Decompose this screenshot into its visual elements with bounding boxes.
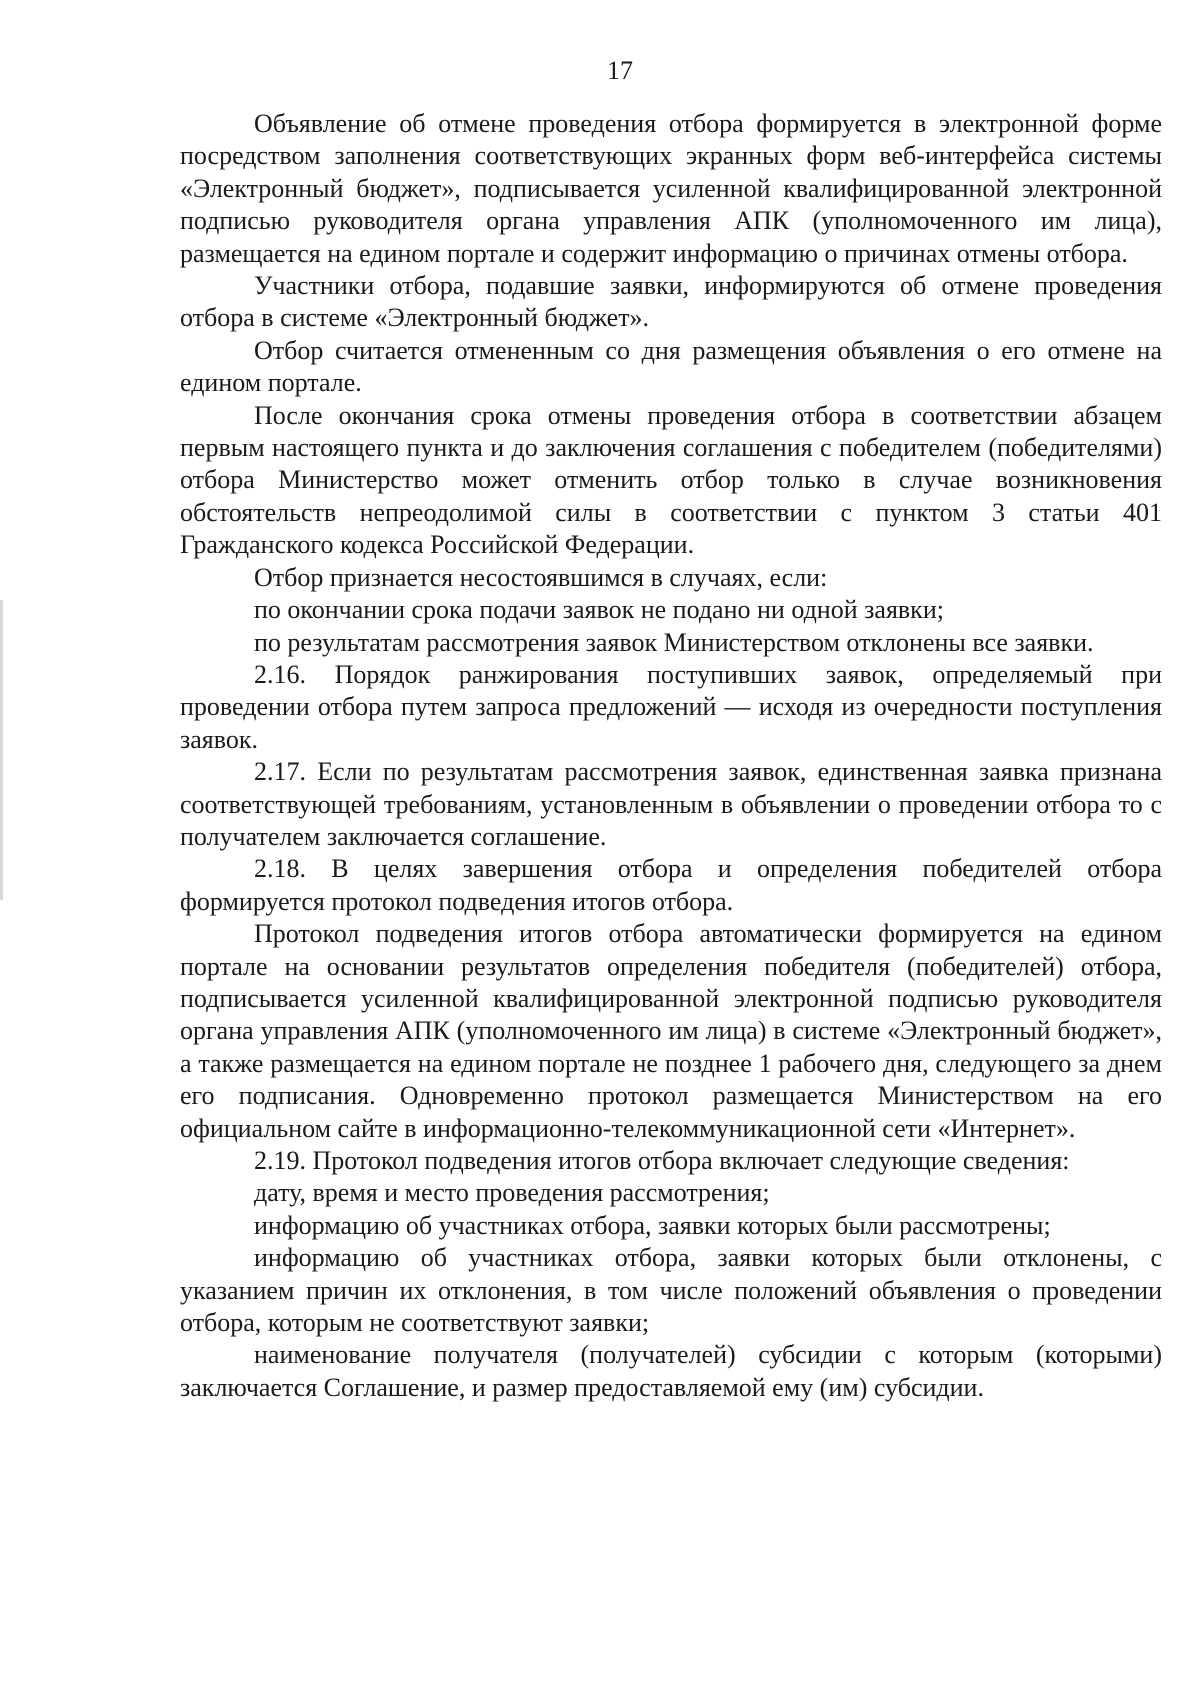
paragraph-cancellation-announcement: Объявление об отмене проведения отбора формируется в электронной форме посредством заполнения соответствующих экранных форм веб-интерфейса системы «Электронный бюджет», подписывается усиленной квалифицированной электронной подписью руководителя органа управления АПК (уполномоченного им лица), размещается на едином портале и содержит информацию о причинах отмены отбора. [180, 109, 1162, 268]
paragraph-participants-informed: Участники отбора, подавшие заявки, информируются об отмене проведения отбора в системе «Электронный бюджет». [180, 271, 1162, 333]
paragraph-date-time-place: дату, время и место проведения рассмотрения; [254, 1178, 770, 1208]
paragraph-force-majeure: После окончания срока отмены проведения отбора в соответствии абзацем первым настоящего пункта и до заключения соглашения с победителем (победителями) отбора Министерство может отменить отбор только в случае возникновения обстоятельств непреодолимой силы в соответствии с пунктом 3 статьи 401 Гражданского кодекса Российской Федерации. [180, 400, 1162, 560]
paragraph-2-19: 2.19. Протокол подведения итогов отбора включает следующие сведения: [254, 1146, 1070, 1175]
page-number: 17 [607, 56, 633, 85]
paragraph-2-18: 2.18. В целях завершения отбора и определения победителей отбора формируется протокол подведения итогов отбора. [180, 854, 1162, 916]
paragraph-2-17: 2.17. Если по результатам рассмотрения заявок, единственная заявка признана соответствующей требованиям, установленным в объявлении о проведении отбора то с получателем заключается соглашение. [180, 757, 1162, 851]
paragraph-all-rejected: по результатам рассмотрения заявок Министерством отклонены все заявки. [254, 627, 1094, 657]
paragraph-no-applications: по окончании срока подачи заявок не подано ни одной заявки; [254, 595, 944, 625]
paragraph-2-16: 2.16. Порядок ранжирования поступивших заявок, определяемый при проведении отбора путем запроса предложений — исходя из очередности поступления заявок. [180, 659, 1162, 754]
paragraph-selection-cancelled: Отбор считается отмененным со дня размещения объявления о его отмене на едином портале. [180, 335, 1162, 398]
paragraph-protocol-formation: Протокол подведения итогов отбора автоматически формируется на едином портале на основании результатов определения победителя (победителей) отбора, подписывается усиленной квалифицированной электронной подписью руководителя органа управления АПК (уполномоченного им лица) в системе «Электронный бюджет», а также размещается на едином портале не позднее 1 рабочего дня, следующего за днем его подписания. Одновременно протокол размещается Министерством на его официальном сайте в информационно-телекоммуникационной сети «Интернет». [180, 919, 1162, 1143]
scan-edge-mark [0, 600, 3, 900]
document-body [180, 108, 1162, 1404]
paragraph-failed-selection: Отбор признается несостоявшимся в случаях, если: [254, 562, 828, 592]
paragraph-participants-reviewed: информацию об участниках отбора, заявки которых были рассмотрены; [254, 1210, 1051, 1240]
paragraph-recipient-name: наименование получателя (получателей) субсидии с которым (которыми) заключается Соглашение, и размер предоставляемой ему (им) субсидии. [180, 1340, 1162, 1402]
paragraph-participants-rejected: информацию об участниках отбора, заявки которых были отклонены, с указанием причин их отклонения, в том числе положений объявления о проведении отбора, которым не соответствуют заявки; [180, 1243, 1162, 1338]
